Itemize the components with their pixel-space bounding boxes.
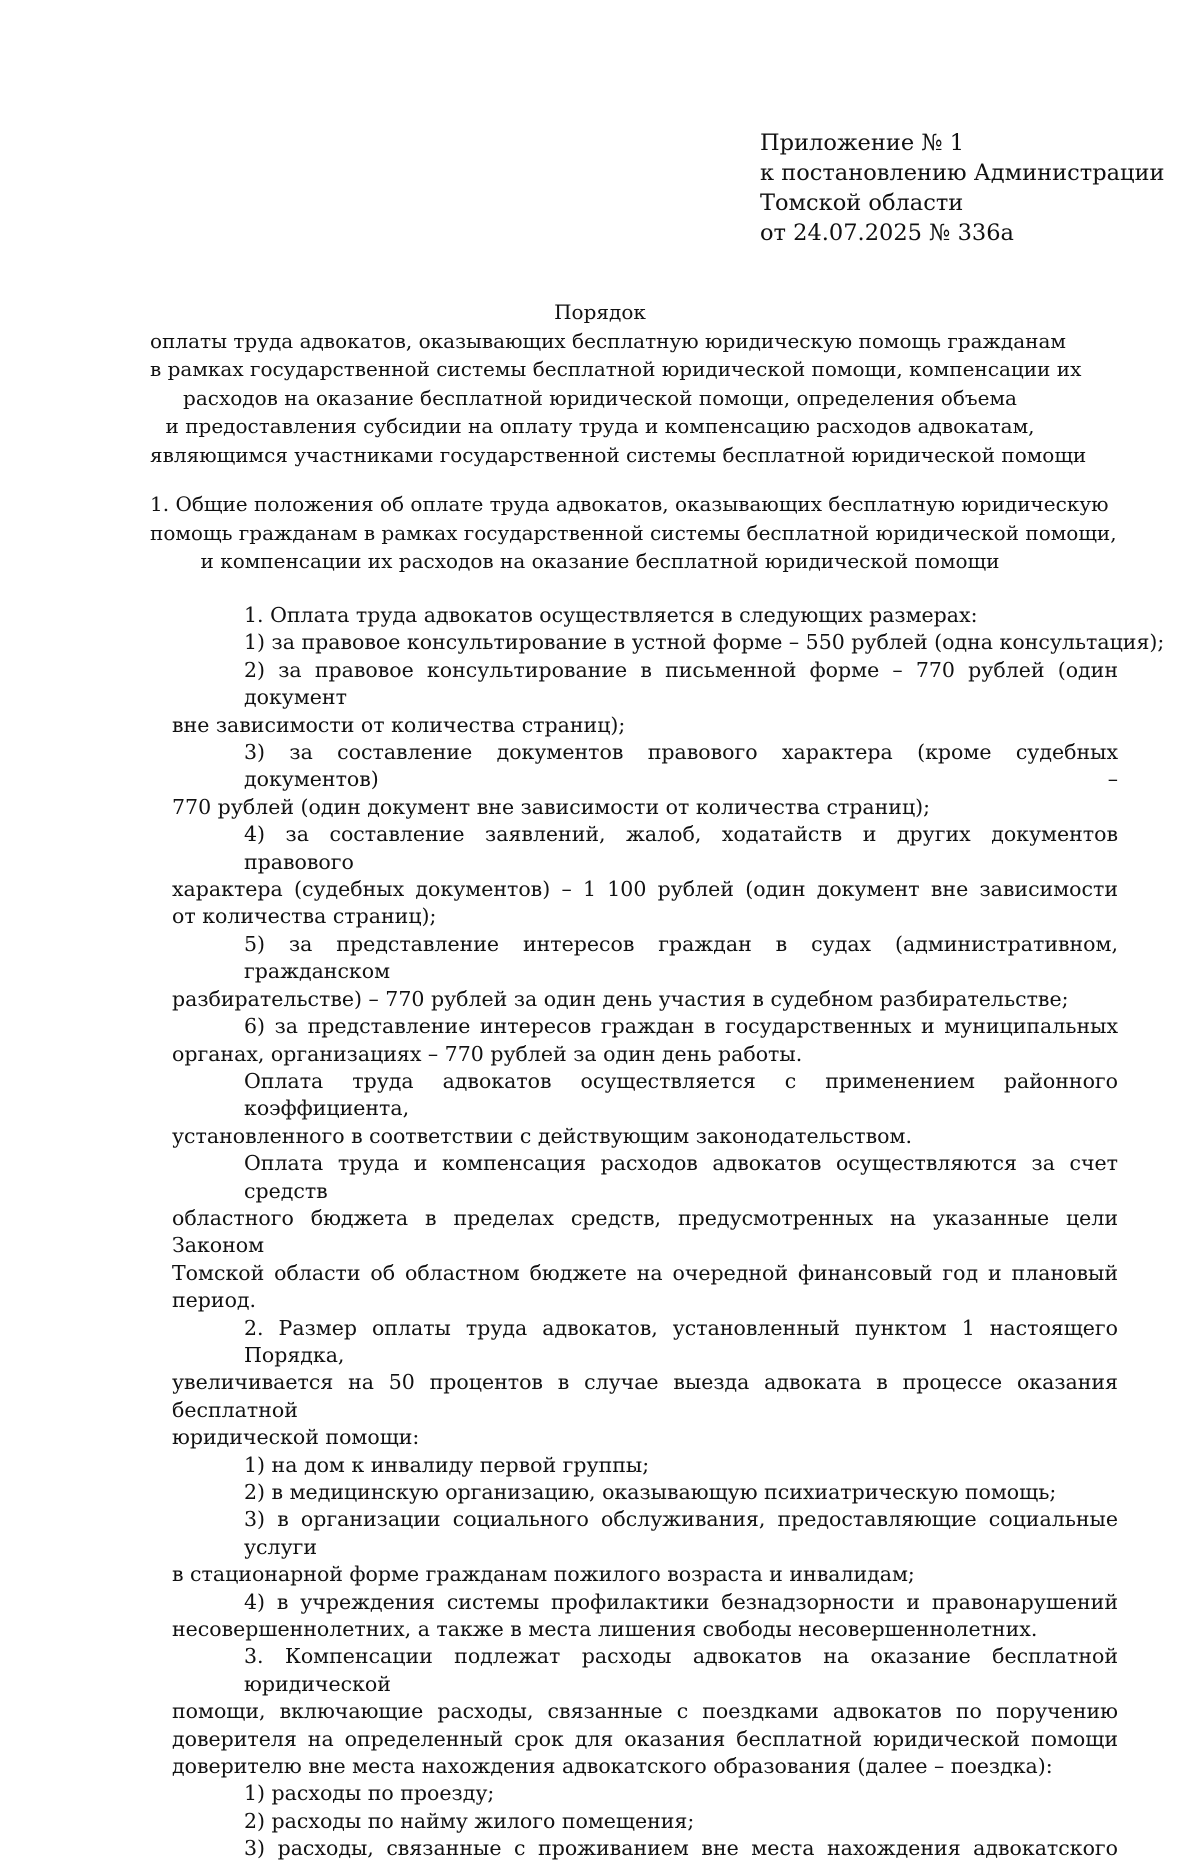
body-line: 3. Компенсации подлежат расходы адвокатов на оказание бесплатной юридической [244,1644,1118,1696]
body-line: установленного в соответствии с действующим законодательством. [172,1123,912,1148]
body-line: Оплата труда адвокатов осуществляется с применением районного коэффициента, [244,1068,1118,1121]
title-line: и предоставления субсидии на оплату труда и компенсацию расходов адвокатам, [165,414,1035,438]
document-body [172,602,1165,1863]
appendix-date: от 24.07.2025 № 336а [760,220,1014,246]
body-line: 1) на дом к инвалиду первой группы; [244,1452,650,1477]
title-line: являющимся участниками государственной системы бесплатной юридической помощи [150,442,1087,467]
title-line: расходов на оказание бесплатной юридической помощи, определения объема [183,385,1017,410]
body-line: от количества страниц); [172,904,437,929]
appendix-resolution: к постановлению Администрации [760,160,1165,186]
body-line: характера (судебных документов) – 1 100 рублей (один документ вне зависимости [172,877,1118,902]
body-line: 3) за составление документов правового характера (кроме судебных документов) – [244,740,1118,792]
body-line: 770 рублей (один документ вне зависимости от количества страниц); [172,794,931,819]
body-line: 1) расходы по проезду; [244,1781,495,1806]
body-line: 2. Размер оплаты труда адвокатов, установленный пунктом 1 настоящего Порядка, [244,1315,1118,1367]
body-line: Томской области об областном бюджете на очередной финансовый год и плановый [172,1260,1118,1285]
body-line: вне зависимости от количества страниц); [172,712,626,737]
document-title [150,298,1087,469]
body-line: несовершеннолетних, а также в места лишения свободы несовершеннолетних. [172,1617,1038,1642]
body-line: 3) расходы, связанные с проживанием вне места нахождения адвокатского [244,1836,1118,1861]
body-line: юридической помощи: [172,1425,420,1450]
title-line: оплаты труда адвокатов, оказывающих бесплатную юридическую помощь гражданам [150,328,1066,353]
body-line: в стационарной форме гражданам пожилого возраста и инвалидам; [172,1562,915,1587]
body-line: 3) в организации социального обслуживания, предоставляющие социальные услуги [244,1507,1118,1559]
appendix-number: Приложение № 1 [760,130,965,156]
section-heading-line: помощь гражданам в рамках государственной системы бесплатной юридической помощи, [150,520,1117,545]
body-line: период. [172,1288,257,1313]
appendix-header [760,128,1164,248]
body-line: 5) за представление интересов граждан в судах (административном, гражданском [244,931,1118,984]
title-heading: Порядок [554,300,646,324]
body-line: 4) в учреждения системы профилактики безнадзорности и правонарушений [244,1589,1118,1614]
body-line: 4) за составление заявлений, жалоб, ходатайств и других документов правового [244,822,1118,874]
body-line: доверителю вне места нахождения адвокатского образования (далее – поездка): [172,1754,1053,1779]
body-line: доверителя на определенный срок для оказания бесплатной юридической помощи [172,1726,1118,1751]
body-line: 2) в медицинскую организацию, оказывающую психиатрическую помощь; [244,1480,1057,1504]
section-heading-line: и компенсации их расходов на оказание бесплатной юридической помощи [200,549,1000,573]
body-line: 1) за правовое консультирование в устной форме – 550 рублей (одна консультация); [244,630,1165,655]
body-line: органах, организациях – 770 рублей за один день работы. [172,1041,803,1066]
body-line: 1. Оплата труда адвокатов осуществляется в следующих размерах: [244,603,978,627]
body-line: Оплата труда и компенсация расходов адвокатов осуществляются за счет средств [244,1151,1118,1203]
body-line: 2) за правовое консультирование в письменной форме – 770 рублей (один документ [244,657,1118,710]
body-line: увеличивается на 50 процентов в случае выезда адвоката в процессе оказания бесплатной [172,1370,1118,1422]
section-heading-line: 1. Общие положения об оплате труда адвокатов, оказывающих бесплатную юридическую [150,492,1109,516]
body-line: помощи, включающие расходы, связанные с поездками адвокатов по поручению [172,1699,1118,1724]
appendix-region: Томской области [760,190,964,216]
section-1-heading [150,490,1117,576]
title-line: в рамках государственной системы бесплатной юридической помощи, компенсации их [150,357,1082,381]
body-line: 6) за представление интересов граждан в государственных и муниципальных [244,1014,1118,1039]
body-line: 2) расходы по найму жилого помещения; [244,1808,695,1833]
body-line: разбирательстве) – 770 рублей за один день участия в судебном разбирательстве; [172,986,1069,1011]
body-line: областного бюджета в пределах средств, предусмотренных на указанные цели Законом [172,1205,1118,1258]
